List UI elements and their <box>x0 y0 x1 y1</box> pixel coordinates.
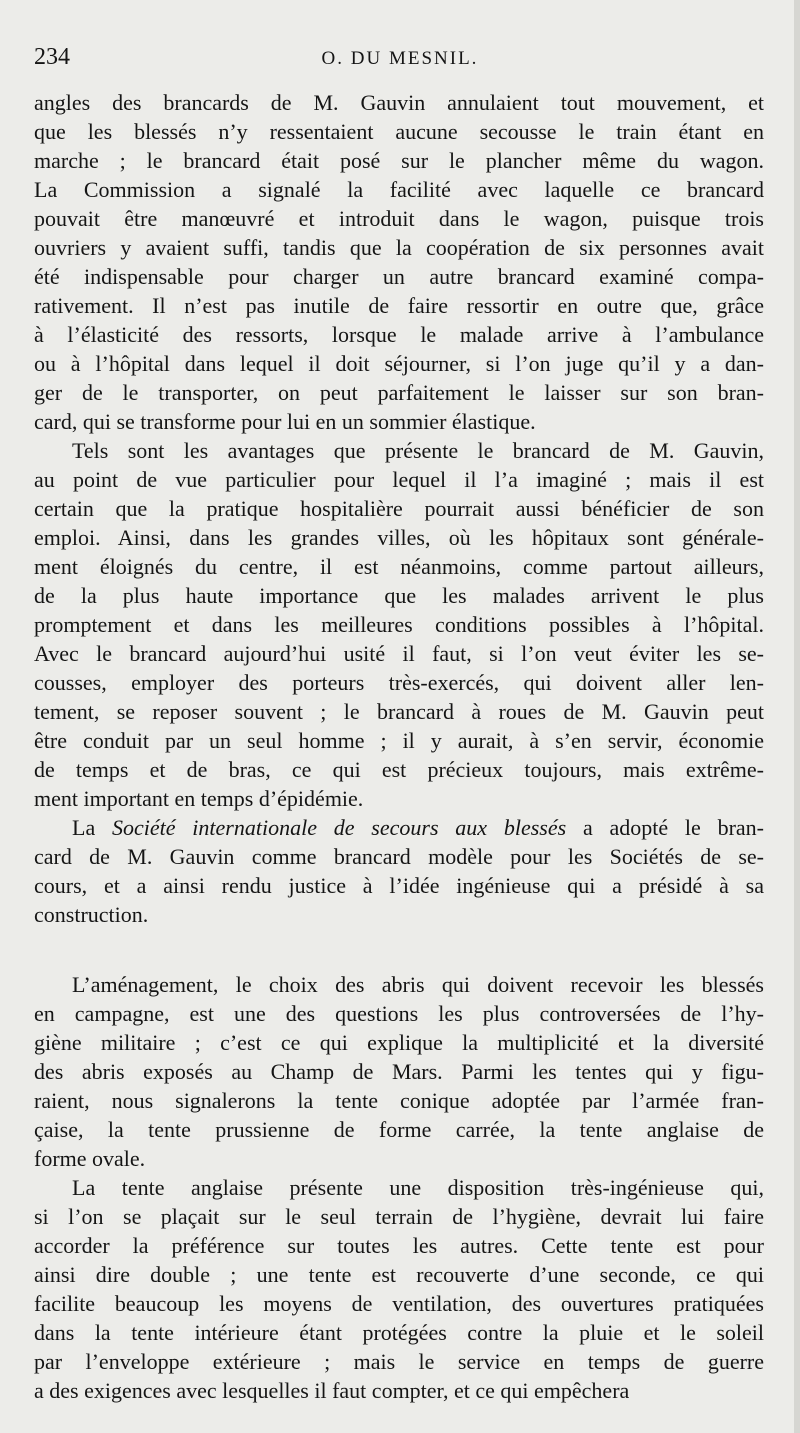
text-line: de la plus haute importance que les malades arrivent le plus <box>34 583 764 608</box>
text-line: être conduit par un seul homme ; il y aurait, à s’en servir, économie <box>34 728 764 753</box>
text-line: cours, et a ainsi rendu justice à l’idée ingénieuse qui a présidé à sa <box>34 873 764 898</box>
text-line: emploi. Ainsi, dans les grandes villes, où les hôpitaux sont générale- <box>34 525 764 550</box>
body-text <box>34 88 764 1405</box>
text-line: des abris exposés au Champ de Mars. Parmi les tentes qui y figu- <box>34 1059 764 1084</box>
text-line: de temps et de bras, ce qui est précieux toujours, mais extrême- <box>34 757 764 782</box>
page-edge <box>794 0 800 1433</box>
text-line: à l’élasticité des ressorts, lorsque le malade arrive à l’ambulance <box>34 322 764 347</box>
text-segment: La <box>72 815 112 840</box>
text-line: facilite beaucoup les moyens de ventilation, des ouvertures pratiquées <box>34 1291 764 1316</box>
text-line: au point de vue particulier pour lequel il l’a imaginé ; mais il est <box>34 467 764 492</box>
paragraph <box>34 436 764 813</box>
paragraph <box>34 813 764 929</box>
text-line: card de M. Gauvin comme brancard modèle pour les Sociétés de se- <box>34 844 764 869</box>
text-line: par l’enveloppe extérieure ; mais le service en temps de guerre <box>34 1349 764 1374</box>
running-head: O. DU MESNIL. <box>321 48 479 69</box>
text-line: pouvait être manœuvré et introduit dans le wagon, puisque trois <box>34 206 764 231</box>
text-line: que les blessés n’y ressentaient aucune secousse le train étant en <box>34 119 764 144</box>
text-line: tement, se reposer souvent ; le brancard à roues de M. Gauvin peut <box>34 699 764 724</box>
text-line <box>34 813 764 842</box>
text-line: ger de le transporter, on peut parfaitement le laisser sur son bran- <box>34 380 764 405</box>
paragraph <box>34 88 764 436</box>
text-line: si l’on se plaçait sur le seul terrain de l’hygiène, devrait lui faire <box>34 1204 764 1229</box>
page-header <box>34 44 766 80</box>
text-segment: a adopté le bran- <box>566 815 765 840</box>
text-line: La Commission a signalé la facilité avec laquelle ce brancard <box>34 177 764 202</box>
text-line: cousses, employer des porteurs très-exercés, qui doivent aller len- <box>34 670 764 695</box>
text-line: raient, nous signalerons la tente conique adoptée par l’armée fran- <box>34 1088 764 1113</box>
page-number: 234 <box>34 44 70 70</box>
paragraph <box>34 1173 764 1405</box>
text-line: accorder la préférence sur toutes les autres. Cette tente est pour <box>34 1233 764 1258</box>
text-line: forme ovale. <box>34 1146 146 1171</box>
text-line: dans la tente intérieure étant protégées contre la pluie et le soleil <box>34 1320 764 1345</box>
paragraph <box>34 970 764 1173</box>
text-line: ou à l’hôpital dans lequel il doit séjourner, si l’on juge qu’il y a dan- <box>34 351 764 376</box>
text-line: été indispensable pour charger un autre brancard examiné compa- <box>34 264 764 289</box>
text-line: en campagne, est une des questions les plus controversées de l’hy- <box>34 1001 764 1026</box>
text-line: giène militaire ; c’est ce qui explique la multiplicité et la diversité <box>34 1030 764 1055</box>
text-line: ouvriers y avaient suffi, tandis que la coopération de six personnes avait <box>34 235 764 260</box>
text-line: La tente anglaise présente une disposition très-ingénieuse qui, <box>72 1175 764 1200</box>
section-gap <box>34 929 764 970</box>
text-line: L’aménagement, le choix des abris qui doivent recevoir les blessés <box>72 972 764 997</box>
text-line: çaise, la tente prussienne de forme carrée, la tente anglaise de <box>34 1117 764 1142</box>
text-line: ainsi dire double ; une tente est recouverte d’une seconde, ce qui <box>34 1262 764 1287</box>
text-line: Tels sont les avantages que présente le brancard de M. Gauvin, <box>72 438 764 463</box>
text-line: ment important en temps d’épidémie. <box>34 786 364 811</box>
text-line: Avec le brancard aujourd’hui usité il faut, si l’on veut éviter les se- <box>34 641 764 666</box>
text-line: marche ; le brancard était posé sur le plancher même du wagon. <box>34 148 764 173</box>
text-line: promptement et dans les meilleures conditions possibles à l’hôpital. <box>34 612 764 637</box>
text-line: rativement. Il n’est pas inutile de faire ressortir en outre que, grâce <box>34 293 764 318</box>
text-line: card, qui se transforme pour lui en un sommier élastique. <box>34 409 536 434</box>
text-line: ment éloignés du centre, il est néanmoins, comme partout ailleurs, <box>34 554 764 579</box>
italic-title: Société internationale de secours aux blessés <box>112 815 567 840</box>
text-line: a des exigences avec lesquelles il faut compter, et ce qui empêchera <box>34 1378 630 1403</box>
text-line: angles des brancards de M. Gauvin annulaient tout mouvement, et <box>34 90 764 115</box>
text-line: construction. <box>34 902 149 927</box>
text-line: certain que la pratique hospitalière pourrait aussi bénéficier de son <box>34 496 764 521</box>
